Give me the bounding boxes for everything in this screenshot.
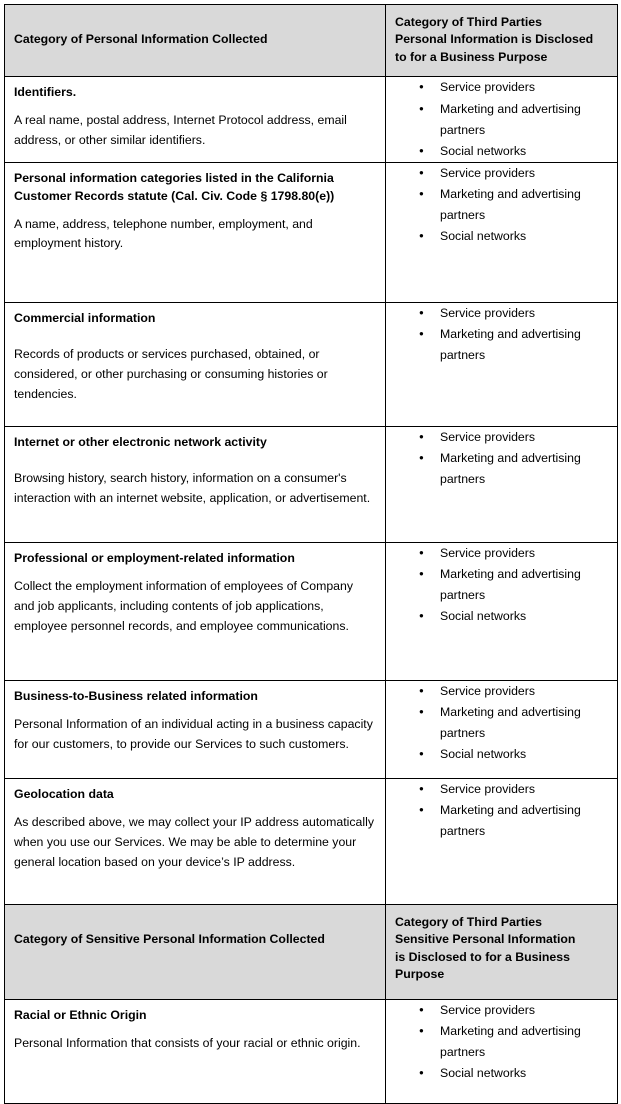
third-parties-cell — [386, 542, 618, 680]
list-item — [419, 184, 611, 226]
category-description: Collect the employment information of employees of Company and job applicants, including contents of job applications, employee personnel records, and employee communications. — [14, 578, 354, 633]
bullet-icon: ● — [419, 569, 424, 579]
list-item — [419, 1021, 611, 1063]
bullet-icon: ● — [419, 145, 424, 155]
list-item — [419, 681, 611, 702]
third-party-label: Social networks — [440, 143, 527, 158]
list-item — [419, 303, 611, 324]
third-party-label: Marketing and advertising partners — [440, 1024, 581, 1060]
bullet-icon: ● — [419, 749, 424, 759]
category-name: Internet or other electronic network activity — [14, 434, 267, 449]
third-parties-cell — [386, 302, 618, 426]
third-parties-list — [386, 163, 611, 248]
bullet-icon: ● — [419, 805, 424, 815]
list-item — [419, 163, 611, 184]
bullet-icon: ● — [419, 707, 424, 717]
table-row — [5, 778, 618, 904]
category-description: Records of products or services purchased, obtained, or considered, or other purchasing or consuming histories or tendencies. — [14, 346, 328, 401]
list-item — [419, 564, 611, 606]
category-description: A real name, postal address, Internet Protocol address, email address, or other similar identifiers. — [14, 113, 347, 148]
third-party-label: Social networks — [440, 747, 527, 762]
header-title-right-line: is Disclosed to for a Business — [395, 949, 570, 964]
table-body — [5, 5, 618, 1104]
category-cell — [5, 302, 386, 426]
category-name: Professional or employment-related information — [14, 550, 295, 565]
category-name: Identifiers. — [14, 85, 77, 100]
third-parties-list — [386, 427, 611, 490]
third-party-label: Marketing and advertising partners — [440, 187, 581, 223]
header-title-right-line: to for a Business Purpose — [395, 49, 548, 64]
third-party-label: Social networks — [440, 1066, 527, 1081]
table-row — [5, 999, 618, 1103]
header-title-right-line: Personal Information is Disclosed — [395, 32, 594, 47]
bullet-icon: ● — [419, 453, 424, 463]
bullet-icon: ● — [419, 431, 424, 441]
category-cell — [5, 77, 386, 163]
category-description: A name, address, telephone number, employment, and employment history. — [14, 216, 313, 251]
third-party-label: Service providers — [440, 80, 535, 95]
list-item — [419, 543, 611, 564]
privacy-disclosure-table — [4, 4, 618, 1104]
table-row — [5, 542, 618, 680]
third-parties-cell — [386, 680, 618, 778]
category-description: As described above, we may collect your IP address automatically when you use our Services. We may be able to determine your general location based on your device’s IP address. — [14, 814, 374, 869]
category-name: Geolocation data — [14, 786, 114, 801]
header-title-right-line: Sensitive Personal Information — [395, 932, 576, 947]
header-title-right — [395, 914, 608, 984]
bullet-icon: ● — [419, 1068, 424, 1078]
bullet-icon: ● — [419, 611, 424, 621]
bullet-icon: ● — [419, 1004, 424, 1014]
category-name: Racial or Ethnic Origin — [14, 1007, 147, 1022]
list-item — [419, 226, 611, 247]
list-item — [419, 800, 611, 842]
header-cell-category — [5, 904, 386, 999]
category-cell — [5, 778, 386, 904]
list-item — [419, 1000, 611, 1021]
third-party-label: Marketing and advertising partners — [440, 803, 581, 839]
category-cell — [5, 542, 386, 680]
bullet-icon: ● — [419, 547, 424, 557]
list-item — [419, 427, 611, 448]
third-party-label: Service providers — [440, 429, 535, 444]
header-title-right — [395, 14, 608, 66]
category-name: Commercial information — [14, 310, 156, 325]
category-description: Browsing history, search history, information on a consumer's interaction with an internet website, application, or advertisement. — [14, 470, 371, 505]
third-parties-list — [386, 543, 611, 628]
bullet-icon: ● — [419, 1026, 424, 1036]
third-parties-list — [386, 77, 611, 162]
header-title-right-line: Category of Third Parties — [395, 15, 542, 29]
third-party-label: Social networks — [440, 609, 527, 624]
category-description: Personal Information of an individual acting in a business capacity for our customers, to provide our Services to such customers. — [14, 716, 373, 751]
table-row — [5, 680, 618, 778]
list-item — [419, 141, 611, 162]
third-parties-cell — [386, 162, 618, 302]
bullet-icon: ● — [419, 82, 424, 92]
third-parties-cell — [386, 77, 618, 163]
table-row — [5, 426, 618, 542]
third-party-label: Marketing and advertising partners — [440, 567, 581, 603]
third-parties-list — [386, 779, 611, 842]
bullet-icon: ● — [419, 685, 424, 695]
table-row — [5, 302, 618, 426]
list-item — [419, 1063, 611, 1084]
third-parties-cell — [386, 426, 618, 542]
third-party-label: Marketing and advertising partners — [440, 451, 581, 487]
third-party-label: Service providers — [440, 165, 535, 180]
third-party-label: Marketing and advertising partners — [440, 101, 581, 137]
third-party-label: Service providers — [440, 305, 535, 320]
third-party-label: Service providers — [440, 781, 535, 796]
list-item — [419, 606, 611, 627]
third-parties-cell — [386, 778, 618, 904]
header-cell-third-parties — [386, 5, 618, 77]
category-cell — [5, 999, 386, 1103]
bullet-icon: ● — [419, 231, 424, 241]
third-party-label: Social networks — [440, 229, 527, 244]
third-party-label: Service providers — [440, 683, 535, 698]
third-party-label: Marketing and advertising partners — [440, 705, 581, 741]
third-party-label: Marketing and advertising partners — [440, 327, 581, 363]
third-parties-list — [386, 1000, 611, 1085]
bullet-icon: ● — [419, 189, 424, 199]
table-header-row — [5, 904, 618, 999]
category-cell — [5, 426, 386, 542]
third-party-label: Service providers — [440, 545, 535, 560]
bullet-icon: ● — [419, 103, 424, 113]
header-cell-category — [5, 5, 386, 77]
bullet-icon: ● — [419, 307, 424, 317]
category-description: Personal Information that consists of your racial or ethnic origin. — [14, 1035, 361, 1050]
header-title-right-line: Category of Third Parties — [395, 914, 542, 929]
list-item — [419, 448, 611, 490]
list-item — [419, 779, 611, 800]
list-item — [419, 744, 611, 765]
list-item — [419, 324, 611, 366]
table-row — [5, 162, 618, 302]
bullet-icon: ● — [419, 329, 424, 339]
category-name: Business-to-Business related information — [14, 688, 258, 703]
header-title-left: Category of Sensitive Personal Information Collected — [14, 932, 325, 947]
header-title-left: Category of Personal Information Collected — [14, 32, 268, 47]
third-parties-list — [386, 681, 611, 766]
header-cell-third-parties — [386, 904, 618, 999]
third-party-label: Service providers — [440, 1002, 535, 1017]
bullet-icon: ● — [419, 167, 424, 177]
header-title-right-line: Purpose — [395, 967, 445, 982]
list-item — [419, 702, 611, 744]
table-row — [5, 77, 618, 163]
category-cell — [5, 162, 386, 302]
list-item — [419, 77, 611, 98]
category-cell — [5, 680, 386, 778]
category-name: Personal information categories listed in the California Customer Records statute (Cal. Civ. Code § 1798.80(e)) — [14, 170, 335, 203]
list-item — [419, 99, 611, 141]
bullet-icon: ● — [419, 783, 424, 793]
third-parties-cell — [386, 999, 618, 1103]
table-header-row — [5, 5, 618, 77]
third-parties-list — [386, 303, 611, 366]
